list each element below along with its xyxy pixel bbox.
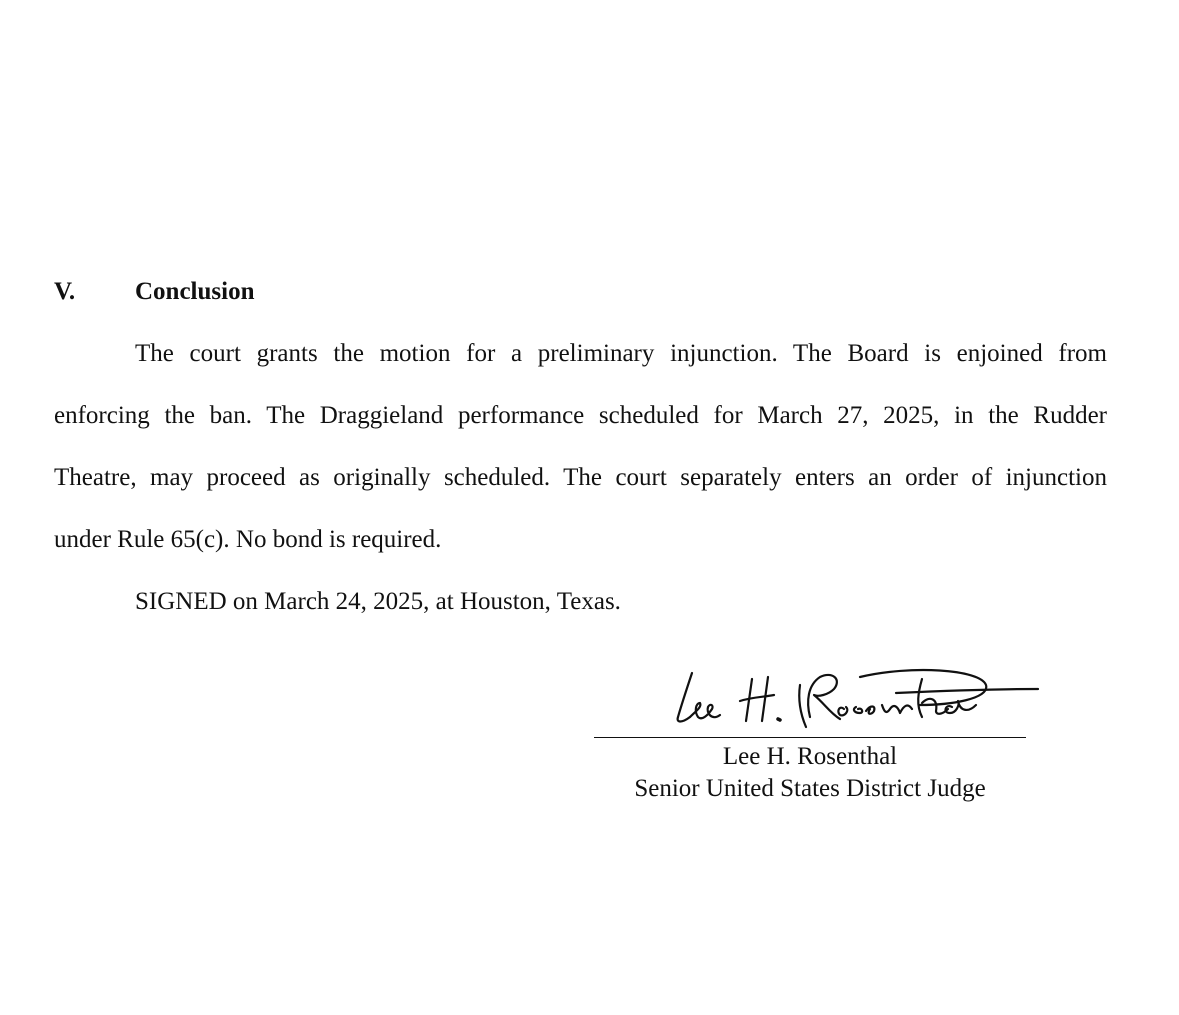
section-title: Conclusion [135,278,255,305]
judge-title: Senior United States District Judge [634,775,986,802]
section-number: V. [54,278,76,305]
paragraph-line-2: enforcing the ban. The Draggieland performance scheduled for March 27, 2025, in the Rudder [54,402,1107,429]
paragraph-line-4: under Rule 65(c). No bond is required. [54,526,442,553]
paragraph-line-3: Theatre, may proceed as originally scheduled. The court separately enters an order of injunction [54,464,1107,491]
signature-block [594,741,1026,805]
signature-line [594,737,1026,738]
judge-name: Lee H. Rosenthal [722,743,898,770]
paragraph-line-1: The court grants the motion for a preliminary injunction. The Board is enjoined from [135,340,1107,367]
handwritten-signature [660,655,1040,735]
signed-statement: SIGNED on March 24, 2025, at Houston, Texas. [135,588,621,615]
